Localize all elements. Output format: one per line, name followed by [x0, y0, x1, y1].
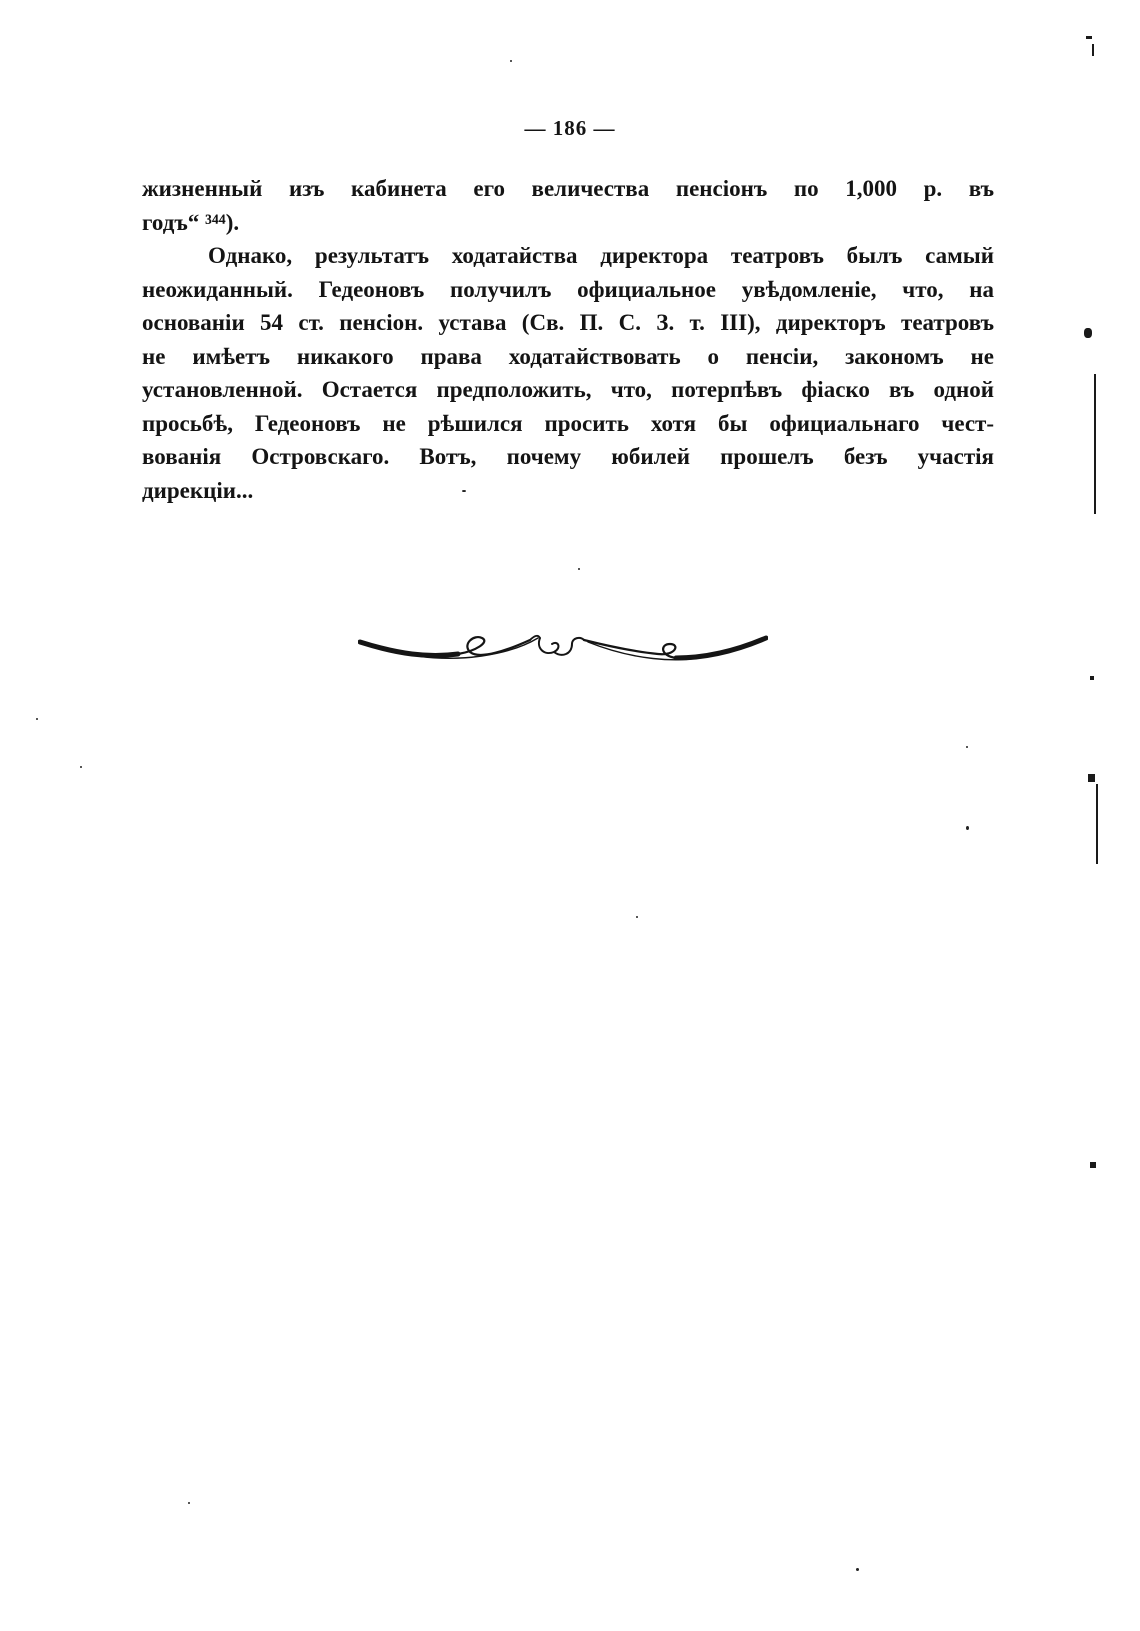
scan-speck — [188, 1502, 190, 1504]
text-line: жизненный изъ кабинета его величества пенсіонъ по 1,000 р. въ — [142, 176, 994, 201]
text-line: Однако, результатъ ходатайства директора театровъ былъ самый — [208, 243, 994, 268]
text-line: дирекціи... — [142, 477, 254, 503]
scan-speck — [510, 60, 512, 62]
scan-edge-mark — [1096, 784, 1098, 864]
scan-edge-mark — [1086, 36, 1092, 39]
scan-edge-mark — [1092, 44, 1094, 56]
text-line: не имѣетъ никакого права ходатайствовать о пенсіи, закономъ не — [142, 343, 994, 369]
scan-edge-mark — [1090, 1162, 1096, 1168]
scan-speck — [966, 826, 969, 830]
page-number: — 186 — — [524, 116, 616, 140]
body-text — [142, 172, 994, 507]
scan-edge-mark — [1090, 676, 1094, 680]
text-line: неожиданный. Гедеоновъ получилъ официальное увѣдомленіе, что, на — [142, 276, 994, 302]
scan-edge-mark — [1094, 374, 1096, 514]
scan-speck — [462, 490, 466, 492]
text-line: просьбѣ, Гедеоновъ не рѣшился просить хотя бы официальнаго чест- — [142, 410, 994, 436]
scan-speck — [578, 568, 580, 570]
scan-speck — [856, 1568, 859, 1571]
scan-edge-mark — [1084, 328, 1092, 338]
scan-edge-mark — [1088, 774, 1095, 782]
text-line: годъ“ ³⁴⁴). — [142, 209, 240, 235]
text-line: вованія Островскаго. Вотъ, почему юбилей прошелъ безъ участія — [142, 444, 994, 469]
flourish-divider-icon — [358, 632, 768, 678]
scan-speck — [36, 718, 38, 720]
text-line: основаніи 54 ст. пенсіон. устава (Св. П. С. З. т. III), директоръ театровъ — [142, 310, 994, 335]
scan-speck — [80, 766, 82, 768]
scan-speck — [966, 746, 968, 748]
text-line: установленной. Остается предположить, что, потерпѣвъ фіаско въ одной — [142, 377, 994, 402]
scan-speck — [636, 916, 638, 918]
